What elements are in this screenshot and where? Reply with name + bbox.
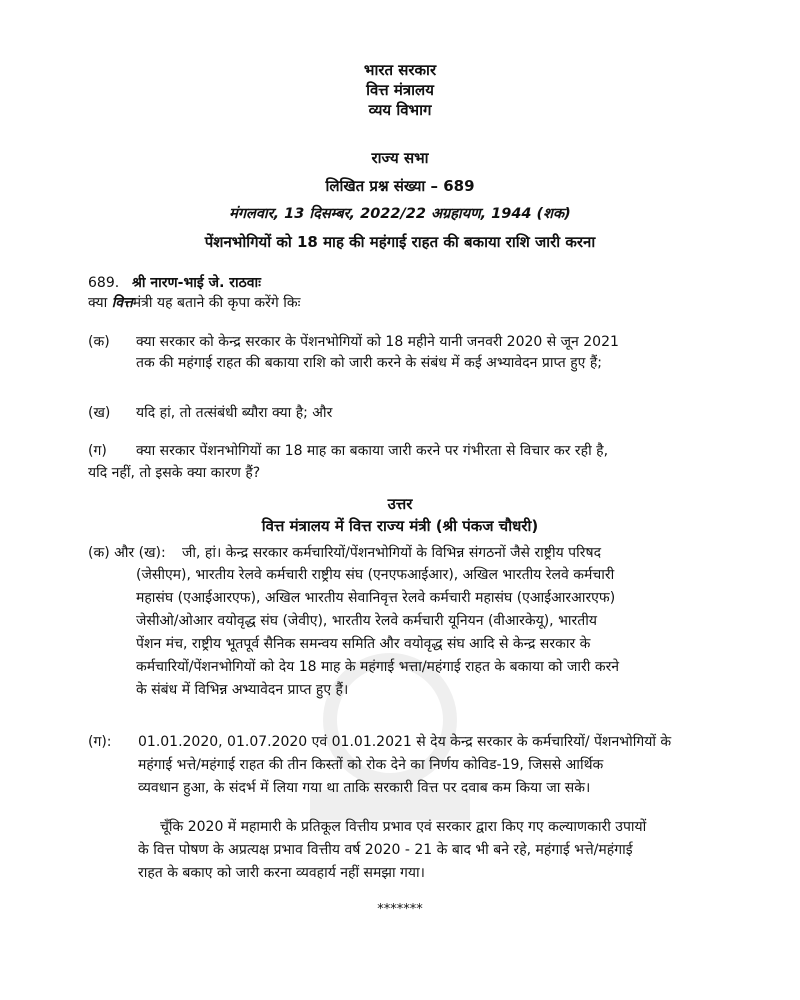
end-mark: ******* [377,902,423,917]
part-ka-line2: तक की महंगाई राहत की बकाया राशि को जारी करने के संबंध में कई अभ्यावेदन प्राप्त हुए हैं; [136,355,602,371]
part-ga-line1: क्या सरकार पेंशनभोगियों का 18 माह का बकाया जारी करने पर गंभीरता से विचार कर रही है, [136,443,609,459]
question-subject: पेंशनभोगियों को 18 माह की महंगाई राहत की बकाया राशि जारी करना [204,233,596,251]
answer-ka-kha-line: कर्मचारियों/पेंशनभोगियों को देय 18 माह के महंगाई भत्ता/महंगाई राहत के बकाया को जारी करने [136,659,620,675]
part-ga-line2: यदि नहीं, तो इसके क्या कारण हैं? [88,465,261,481]
header-govt: भारत सरकार [363,61,437,79]
house-name: राज्य सभा [371,149,429,167]
question-date: मंगलवार, 13 दिसम्बर, 2022/22 अग्रहायण, 1944 (शक) [229,206,571,222]
part-ga-label: (ग) [88,443,107,459]
intro-emphasis: वित्त [111,295,133,311]
part-ka-line1: क्या सरकार को केन्द्र सरकार के पेंशनभोगियों को 18 महीने यानी जनवरी 2020 से जून 2021 [136,334,619,350]
part-ka-label: (क) [88,334,110,350]
answer-ka-kha-label: (क) और (ख): [88,545,166,561]
answer-ka-kha-line: के संबंध में विभिन्न अभ्यावेदन प्राप्त हुए हैं। [136,682,349,698]
answer-ga-label: (ग): [88,734,112,750]
intro-rest: मंत्री यह बताने की कृपा करेंगे किः [132,295,301,311]
answer-ka-kha-line: जी, हां। केन्द्र सरकार कर्मचारियों/पेंशनभोगियों के विभिन्न संगठनों जैसे राष्ट्रीय परिषद [182,545,601,561]
answer-ga-line: महंगाई भत्ते/महंगाई राहत की तीन किस्तों को रोक देने का निर्णय कोविड-19, जिससे आर्थिक [138,757,604,773]
answer-ga-line: व्यवधान हुआ, के संदर्भ में लिया गया था ताकि सरकारी वित्त पर दवाब कम किया जा सके। [138,780,591,796]
header-department: व्यय विभाग [368,101,432,119]
answer-ka-kha-line: (जेसीएम), भारतीय रेलवे कर्मचारी राष्ट्रीय संघ (एनएफआईआर), अखिल भारतीय रेलवे कर्मचारी [136,567,615,583]
answer-ga-para2-line: चूँकि 2020 में महामारी के प्रतिकूल वित्तीय प्रभाव एवं सरकार द्वारा किए गए कल्याणकारी उपायों [160,819,647,835]
part-kha-line1: यदि हां, तो तत्संबंधी ब्यौरा क्या है; और [136,405,333,421]
question-intro [88,294,300,313]
member-name: श्री नारण-भाई जे. राठवाः [132,275,261,291]
answer-minister: वित्त मंत्रालय में वित्त राज्य मंत्री (श्री पंकज चौधरी) [261,517,539,535]
question-number: लिखित प्रश्न संख्या – 689 [325,177,475,195]
header-ministry: वित्त मंत्रालय [366,81,434,99]
answer-heading: उत्तर [387,495,413,513]
answer-ka-kha-line: पेंशन मंच, राष्ट्रीय भूतपूर्व सैनिक समन्वय समिति और वयोवृद्ध संघ आदि से केन्द्र सरकार के [136,636,591,652]
intro-prefix: क्या [88,295,108,311]
part-kha-label: (ख) [88,405,111,421]
answer-ga-line: 01.01.2020, 01.07.2020 एवं 01.01.2021 से देय केन्द्र सरकार के कर्मचारियों/ पेंशनभोगियों के [138,734,672,750]
answer-ka-kha-line: जेसीओ/ओआर वयोवृद्ध संघ (जेवीए), भारतीय रेलवे कर्मचारी यूनियन (वीआरकेयू), भारतीय [136,613,598,629]
answer-ka-kha-line: महासंघ (एआईआरएफ), अखिल भारतीय सेवानिवृत्त रेलवे कर्मचारी महासंघ (एआईआरआरएफ) [136,590,616,606]
answer-ga-para2-line: के वित्त पोषण के अप्रत्यक्ष प्रभाव वित्तीय वर्ष 2020 - 21 के बाद भी बने रहे, महंगाई भत्ते/महंगाई [138,842,633,858]
answer-ga-para2-line: राहत के बकाए को जारी करना व्यवहार्य नहीं समझा गया। [138,865,425,881]
question-serial: 689. [88,275,120,291]
